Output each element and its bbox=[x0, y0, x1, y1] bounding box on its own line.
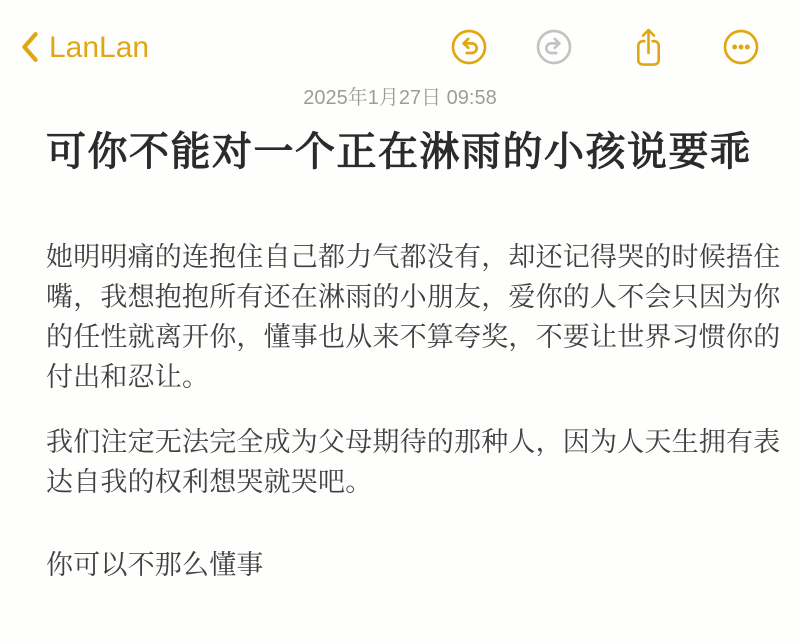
chevron-left-icon bbox=[20, 30, 39, 67]
note-timestamp: 2025年1月27日 09:58 bbox=[303, 87, 497, 109]
redo-button[interactable] bbox=[535, 28, 573, 69]
note-text-line: 付出和忍让。 bbox=[46, 362, 210, 392]
note-paragraph bbox=[46, 422, 800, 502]
note-title: 可你不能对一个正在淋雨的小孩说要乖 bbox=[46, 130, 752, 174]
note-text-line: 你可以不那么懂事 bbox=[46, 550, 264, 580]
more-options-icon bbox=[722, 28, 760, 69]
note-text-line: 的任性就离开你，懂事也从来不算夸奖，不要让世界习惯你的 bbox=[46, 322, 781, 352]
back-button[interactable] bbox=[20, 30, 149, 67]
nav-actions bbox=[450, 25, 760, 72]
note-paragraph bbox=[46, 237, 800, 397]
note-paragraph bbox=[46, 545, 800, 585]
undo-button[interactable] bbox=[450, 28, 488, 69]
note-text-line: 嘴，我想抱抱所有还在淋雨的小朋友，爱你的人不会只因为你 bbox=[46, 282, 781, 312]
note-body bbox=[46, 237, 800, 585]
more-button[interactable] bbox=[722, 28, 760, 69]
redo-icon bbox=[535, 28, 573, 69]
note-text-line: 她明明痛的连抱住自己都力气都没有，却还记得哭的时候捂住 bbox=[46, 242, 781, 272]
note-text-line: 我们注定无法完全成为父母期待的那种人，因为人天生拥有表 bbox=[46, 427, 781, 457]
navbar bbox=[0, 0, 800, 68]
share-button[interactable] bbox=[631, 25, 666, 72]
undo-icon bbox=[450, 28, 488, 69]
note-text-line: 达自我的权利想哭就哭吧。 bbox=[46, 467, 373, 497]
note-editor[interactable] bbox=[0, 86, 800, 585]
back-button-label: LanLan bbox=[49, 31, 150, 64]
share-icon bbox=[631, 25, 666, 72]
